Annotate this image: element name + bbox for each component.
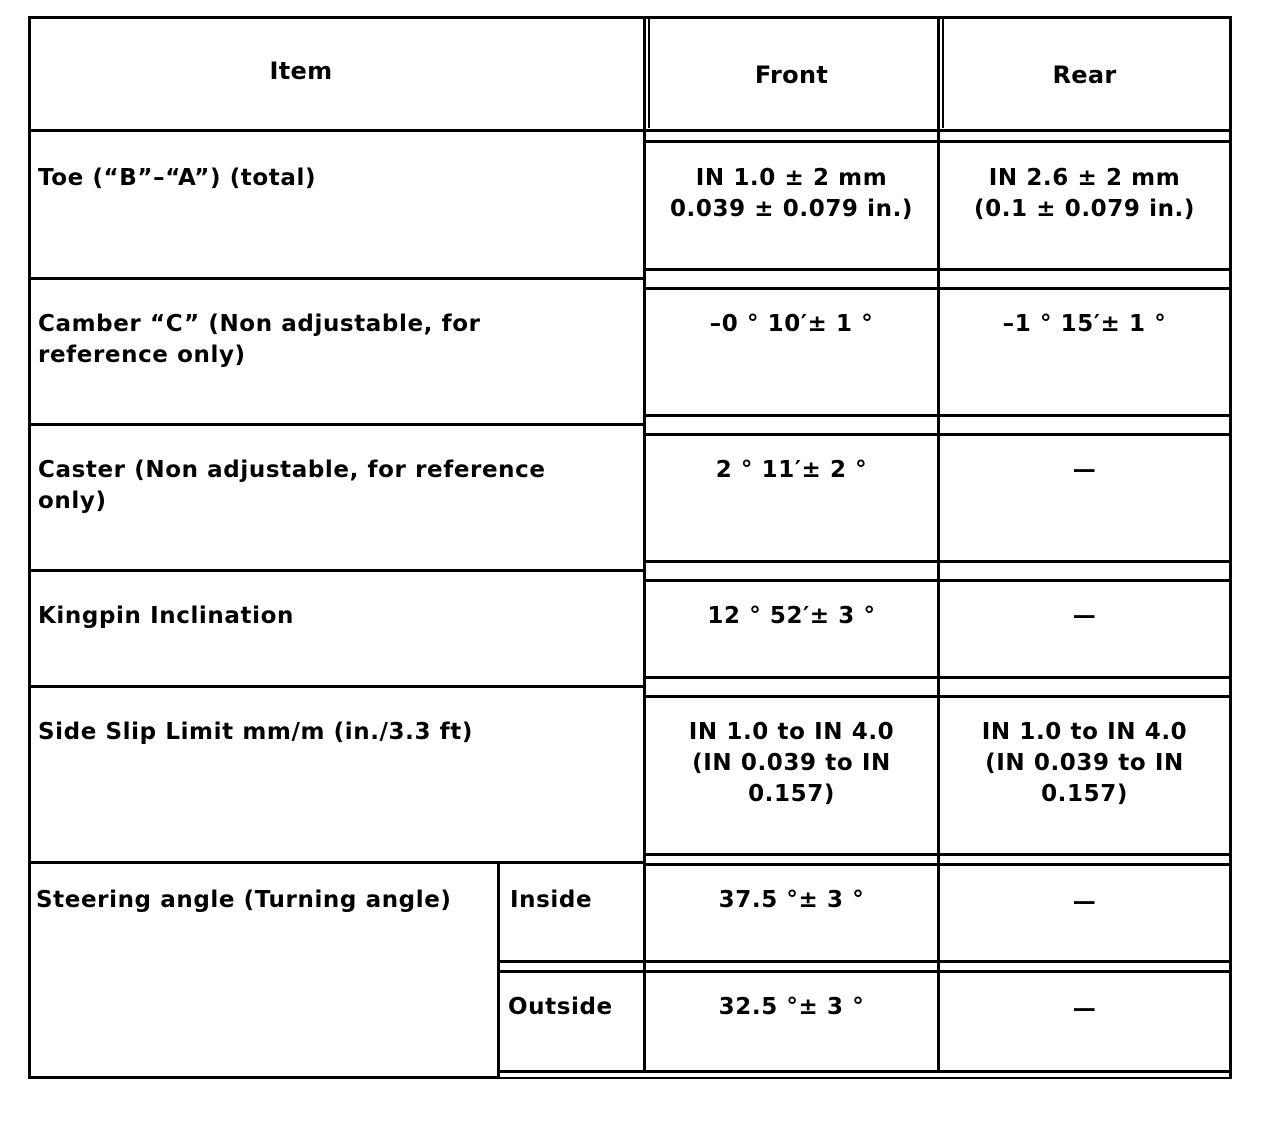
row-divider-3 bbox=[28, 569, 645, 572]
row-kingpin-rear: — bbox=[1072, 603, 1097, 629]
row-toe-rear: IN 2.6 ± 2 mm (0.1 ± 0.079 in.) bbox=[973, 165, 1195, 222]
row-divider-5-right-b bbox=[645, 863, 1231, 866]
table-border-right bbox=[1229, 16, 1232, 1079]
row-caster-rear: — bbox=[1072, 457, 1097, 483]
row-kingpin-front: 12 ° 52′± 3 ° bbox=[707, 603, 876, 629]
header-divider-right-a bbox=[645, 129, 1231, 132]
row-camber-front: –0 ° 10′± 1 ° bbox=[709, 311, 874, 337]
row-kingpin-item: Kingpin Inclination bbox=[38, 603, 294, 629]
table-border-bottom-right-inner bbox=[498, 1077, 1231, 1079]
row-caster-front: 2 ° 11′± 2 ° bbox=[715, 457, 868, 483]
row-sideslip-item: Side Slip Limit mm/m (in./3.3 ft) bbox=[38, 719, 473, 745]
row-steering-outside-rear: — bbox=[1072, 996, 1097, 1022]
row-camber-rear: –1 ° 15′± 1 ° bbox=[1002, 311, 1167, 337]
row-toe-front: IN 1.0 ± 2 mm 0.039 ± 0.079 in.) bbox=[669, 165, 914, 222]
header-front: Front bbox=[754, 61, 829, 89]
row-steering-inside-rear: — bbox=[1072, 889, 1097, 915]
row-sideslip-front: IN 1.0 to IN 4.0 (IN 0.039 to IN 0.157) bbox=[688, 719, 895, 807]
header-rear: Rear bbox=[1052, 61, 1117, 89]
row-divider-2-right-b bbox=[645, 433, 1231, 436]
row-divider-4 bbox=[28, 685, 645, 688]
row-divider-4-right-b bbox=[645, 695, 1231, 698]
steering-sub-divider-a bbox=[498, 960, 1231, 963]
row-divider-3-right-b bbox=[645, 579, 1231, 582]
row-divider-2-right-a bbox=[645, 414, 1231, 417]
row-divider-4-right-a bbox=[645, 676, 1231, 679]
row-caster-item: Caster (Non adjustable, for reference only) bbox=[38, 457, 546, 514]
table-border-bottom-right bbox=[498, 1070, 1231, 1073]
table-border-bottom-left bbox=[28, 1076, 498, 1079]
row-divider-1-right-b bbox=[645, 287, 1231, 290]
row-divider-2 bbox=[28, 423, 645, 426]
table-border-left bbox=[28, 16, 31, 1079]
row-sideslip-rear: IN 1.0 to IN 4.0 (IN 0.039 to IN 0.157) bbox=[981, 719, 1188, 807]
row-steering-inside-front: 37.5 °± 3 ° bbox=[718, 887, 865, 913]
row-camber-item: Camber “C” (Non adjustable, for reference only) bbox=[38, 311, 481, 368]
row-divider-1 bbox=[28, 277, 645, 280]
row-steering-outside-front: 32.5 °± 3 ° bbox=[718, 994, 865, 1020]
row-divider-5-right-a bbox=[645, 853, 1231, 856]
header-divider-right-b bbox=[645, 140, 1231, 143]
row-toe-item: Toe (“B”–“A”) (total) bbox=[38, 165, 317, 191]
steering-sub-divider-b bbox=[498, 970, 1231, 973]
header-item: Item bbox=[269, 57, 333, 85]
header-divider bbox=[28, 129, 645, 132]
row-steering-outside-label: Outside bbox=[508, 994, 613, 1020]
row-divider-1-right-a bbox=[645, 268, 1231, 271]
row-steering-inside-label: Inside bbox=[510, 887, 593, 913]
table-border-top bbox=[28, 16, 1231, 19]
row-divider-5 bbox=[28, 861, 645, 864]
row-steering-item: Steering angle (Turning angle) bbox=[36, 887, 452, 913]
row-divider-3-right-a bbox=[645, 560, 1231, 563]
